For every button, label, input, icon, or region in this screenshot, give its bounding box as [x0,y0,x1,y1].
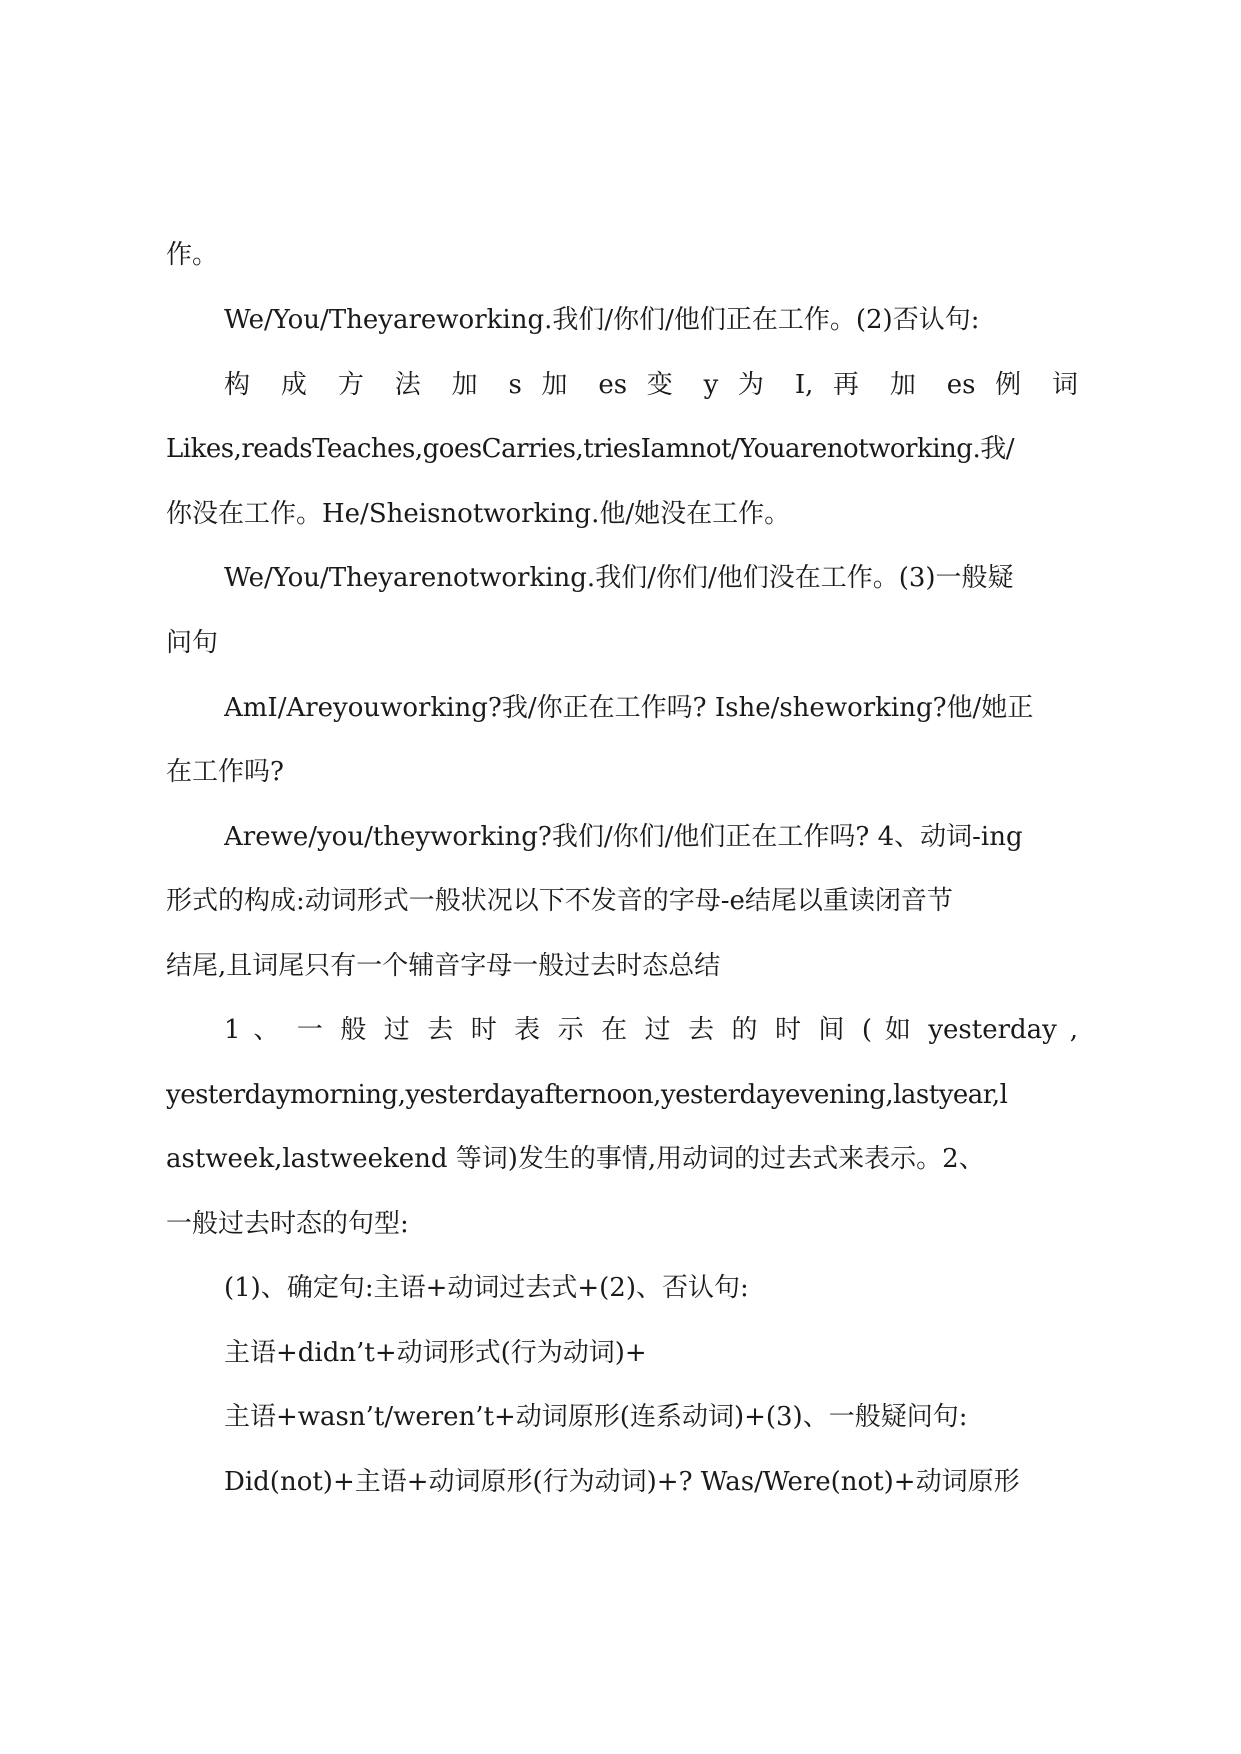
text-line: 你没在工作。He/Sheisnotworking.他/她没在工作。 [166,499,791,529]
text-line: AmI/Areyouworking?我/你正在工作吗? Ishe/sheworking?他/她正 [224,693,1034,723]
text-line: 主语+didn’t+动词形式(行为动词)+ [224,1338,647,1368]
text-line: 结尾,且词尾只有一个辅音字母一般过去时态总结 [166,951,721,981]
text-line: astweek,lastweekend 等词)发生的事情,用动词的过去式来表示。2、 [166,1144,985,1174]
text-line: Did(not)+主语+动词原形(行为动词)+? Was/Were(not)+动词原形 [224,1467,1020,1497]
text-line: (1)、确定句:主语+动词过去式+(2)、否认句: [224,1273,749,1303]
text-line: Arewe/you/theyworking?我们/你们/他们正在工作吗? 4、动词-ing [224,822,1023,852]
text-line: Likes,readsTeaches,goesCarries,triesIamnot/Youarenotworking.我/ [166,434,1014,464]
text-line: 一般过去时态的句型: [166,1209,409,1239]
text-line: 构 成 方 法 加 s 加 es 变 y 为 I, 再 加 es 例 词 [224,370,1078,400]
text-line: 作。 [166,240,219,270]
text-line: We/You/Theyareworking.我们/你们/他们正在工作。(2)否认句: [224,305,980,335]
text-line: 主语+wasn’t/weren’t+动词原形(连系动词)+(3)、一般疑问句: [224,1402,968,1432]
text-line: yesterdaymorning,yesterdayafternoon,yesterdayevening,lastyear,l [166,1080,1008,1110]
text-line: 问句 [166,628,219,658]
text-line: 1 、 一 般 过 去 时 表 示 在 过 去 的 时 间 ( 如 yesterday , [224,1015,1078,1045]
text-line: 在工作吗? [166,757,284,787]
text-line: 形式的构成:动词形式一般状况以下不发音的字母-e结尾以重读闭音节 [166,886,953,916]
text-line: We/You/Theyarenotworking.我们/你们/他们没在工作。(3)一般疑 [224,563,1014,593]
